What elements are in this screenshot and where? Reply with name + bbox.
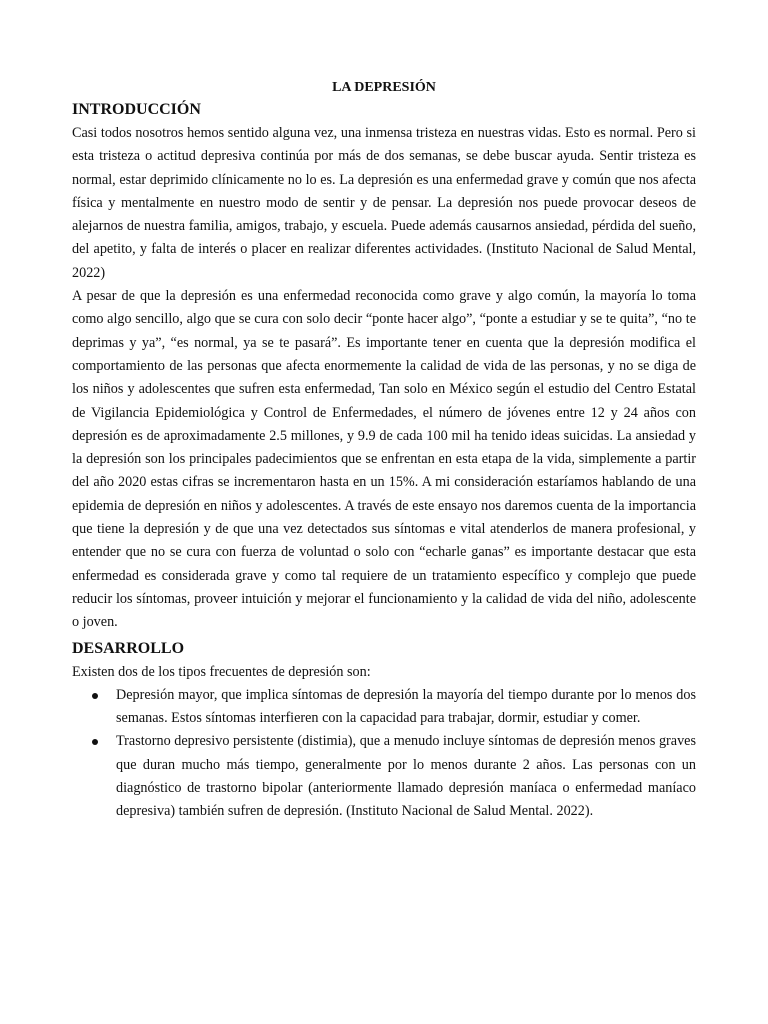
list-item-text: Trastorno depresivo persistente (distimia), que a menudo incluye síntomas de depresión menos graves que duran mucho más tiempo, generalmente por lo menos durante 2 años. Las personas con un diagnóstico de trastorno bipolar (anteriormente llamado depresión maníaca o enfermedad maníaco depresiva) también sufren de depresión. (Instituto Nacional de Salud Mental. 2022). bbox=[116, 733, 696, 820]
document-page bbox=[72, 78, 696, 824]
intro-paragraph-2: A pesar de que la depresión es una enfermedad reconocida como grave y algo común, la mayoría lo toma como algo sencillo, algo que se cura con solo decir “ponte hacer algo”, “ponte a estudiar y se te quita”, “no te deprimas y ya”, “es normal, ya se te pasará”. Es importante tener en cuenta que la depresión modifica el comportamiento de las personas que afecta enormemente la calidad de vida de las personas, y no se diga de los niños y adolescentes que sufren esta enfermedad, Tan solo en México según el estudio del Centro Estatal de Vigilancia Epidemiológica y Control de Enfermedades, el número de jóvenes entre 12 y 24 años con depresión es de aproximadamente 2.5 millones, y 9.9 de cada 100 mil ha tenido ideas suicidas. La ansiedad y la depresión son los principales padecimientos que se enfrentan en esta etapa de la vida, simplemente a partir del año 2020 estas cifras se incrementaron hasta en un 15%. A mi consideración estaríamos hablando de una epidemia de depresión en niños y adolescentes. A través de este ensayo nos daremos cuenta de la importancia que tiene la depresión y de que una vez detectados sus síntomas e vital atenderlos de manera profesional, y entender que no se cura con fuerza de voluntad o solo con “echarle ganas” es importante destacar que esta enfermedad es considerada grave y como tal requiere de un tratamiento específico y complejo que puede reducir los síntomas, proveer intuición y mejorar el funcionamiento y la calidad de vida del niño, adolescente o joven. bbox=[72, 288, 696, 631]
document-title: LA DEPRESIÓN bbox=[332, 80, 436, 95]
intro-paragraph-1: Casi todos nosotros hemos sentido alguna vez, una inmensa tristeza en nuestras vidas. Esto es normal. Pero si esta tristeza o actitud depresiva continúa por más de dos semanas, se debe buscar ayuda. Sentir tristeza es normal, estar deprimido clínicamente no lo es. La depresión es una enfermedad grave y común que nos afecta física y mentalmente en nuestro modo de sentir y de pensar. La depresión nos puede provocar deseos de alejarnos de nuestra familia, amigos, trabajo, y escuela. Puede además causarnos ansiedad, pérdida del sueño, del apetito, y falta de interés o placer en realizar diferentes actividades. (Instituto Nacional de Salud Mental, 2022) bbox=[72, 125, 696, 281]
section-heading-desarrollo: DESARROLLO bbox=[72, 639, 185, 657]
desarrollo-intro: Existen dos de los tipos frecuentes de depresión son: bbox=[72, 663, 371, 680]
depression-types-list bbox=[72, 684, 696, 824]
list-item-text: Depresión mayor, que implica síntomas de depresión la mayoría del tiempo durante por lo menos dos semanas. Estos síntomas interfieren con la capacidad para trabajar, dormir, estudiar y comer. bbox=[116, 686, 696, 727]
bullet-icon bbox=[92, 693, 98, 699]
list-item bbox=[72, 730, 696, 823]
bullet-icon bbox=[92, 739, 98, 745]
list-item bbox=[72, 684, 696, 731]
section-heading-introduccion: INTRODUCCIÓN bbox=[72, 101, 201, 118]
